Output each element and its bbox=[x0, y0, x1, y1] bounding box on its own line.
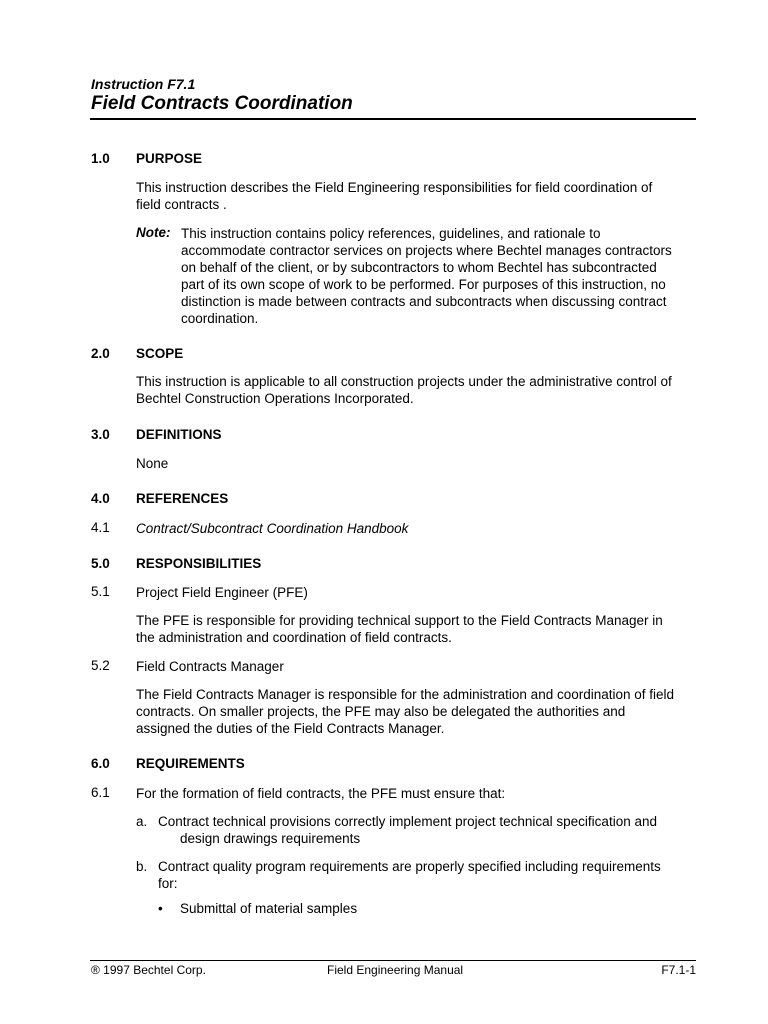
section-number: 6.0 bbox=[91, 756, 110, 771]
text-line: coordination. bbox=[181, 311, 259, 326]
section-heading-purpose: PURPOSE bbox=[136, 151, 203, 166]
document-title: Field Contracts Coordination bbox=[91, 93, 353, 114]
text-line: field contracts . bbox=[136, 197, 227, 212]
text-line: accommodate contractor services on projects where Bechtel manages contractors bbox=[181, 243, 672, 258]
instruction-number: Instruction F7.1 bbox=[91, 76, 196, 92]
text-line: the administration and coordination of field contracts. bbox=[136, 630, 452, 645]
scope-paragraph bbox=[136, 373, 696, 407]
section-number: 4.0 bbox=[91, 491, 110, 506]
list-item bbox=[136, 813, 696, 847]
text-line: design drawings requirements bbox=[180, 831, 361, 846]
text-line: The PFE is responsible for providing technical support to the Field Contracts Manager in bbox=[136, 613, 663, 628]
bullet-item bbox=[158, 901, 357, 916]
requirements-intro: For the formation of field contracts, the PFE must ensure that: bbox=[136, 786, 506, 801]
reference-handbook: Contract/Subcontract Coordination Handbook bbox=[136, 521, 409, 536]
subsection-number: 4.1 bbox=[91, 520, 110, 535]
text-line: This instruction is applicable to all construction projects under the administrative control of bbox=[136, 374, 672, 389]
text-line: This instruction contains policy references, guidelines, and rationale to bbox=[181, 226, 601, 241]
section-number: 5.0 bbox=[91, 556, 110, 571]
text-line: Bechtel Construction Operations Incorporated. bbox=[136, 391, 414, 406]
section-heading-responsibilities: RESPONSIBILITIES bbox=[136, 556, 262, 571]
fcm-paragraph bbox=[136, 686, 696, 737]
text-line: Contract quality program requirements are properly specified including requirements bbox=[158, 859, 661, 874]
footer-page-number: F7.1-1 bbox=[661, 963, 696, 977]
text-line: This instruction describes the Field Engineering responsibilities for field coordination of bbox=[136, 180, 653, 195]
text-line: on behalf of the client, or by subcontractors to whom Bechtel has subcontracted bbox=[181, 260, 657, 275]
definitions-body: None bbox=[136, 456, 169, 471]
subsection-title-fcm: Field Contracts Manager bbox=[136, 659, 284, 674]
footer-manual-title: Field Engineering Manual bbox=[327, 963, 464, 977]
purpose-paragraph bbox=[136, 179, 696, 213]
note-label: Note: bbox=[136, 225, 171, 240]
section-heading-scope: SCOPE bbox=[136, 346, 184, 361]
subsection-title-pfe: Project Field Engineer (PFE) bbox=[136, 585, 308, 600]
text-line: Contract technical provisions correctly implement project technical specification and bbox=[158, 814, 657, 829]
text-line: distinction is made between contracts and subcontracts when discussing contract bbox=[181, 294, 667, 309]
subsection-number: 5.1 bbox=[91, 584, 110, 599]
section-heading-references: REFERENCES bbox=[136, 491, 229, 506]
list-label: b. bbox=[136, 859, 148, 874]
text-line: for: bbox=[158, 876, 178, 891]
text-line: part of its own scope of work to be performed. For purposes of this instruction, no bbox=[181, 277, 666, 292]
list-label: a. bbox=[136, 814, 148, 829]
subsection-number: 6.1 bbox=[91, 785, 110, 800]
footer-divider bbox=[90, 960, 696, 961]
section-number: 3.0 bbox=[91, 427, 110, 442]
text-line: The Field Contracts Manager is responsible for the administration and coordination of field bbox=[136, 687, 675, 702]
text-line: Submittal of material samples bbox=[180, 901, 358, 916]
header-divider bbox=[90, 118, 696, 120]
bullet-icon: • bbox=[158, 901, 163, 916]
list-item bbox=[136, 858, 696, 892]
section-number: 2.0 bbox=[91, 346, 110, 361]
section-heading-requirements: REQUIREMENTS bbox=[136, 756, 245, 771]
subsection-number: 5.2 bbox=[91, 658, 110, 673]
text-line: contracts. On smaller projects, the PFE may also be delegated the authorities and bbox=[136, 704, 626, 719]
section-number: 1.0 bbox=[91, 151, 110, 166]
pfe-paragraph bbox=[136, 612, 696, 646]
footer-copyright: ® 1997 Bechtel Corp. bbox=[91, 963, 206, 977]
text-line: assigned the duties of the Field Contracts Manager. bbox=[136, 721, 445, 736]
note-paragraph bbox=[181, 225, 696, 327]
section-heading-definitions: DEFINITIONS bbox=[136, 427, 222, 442]
